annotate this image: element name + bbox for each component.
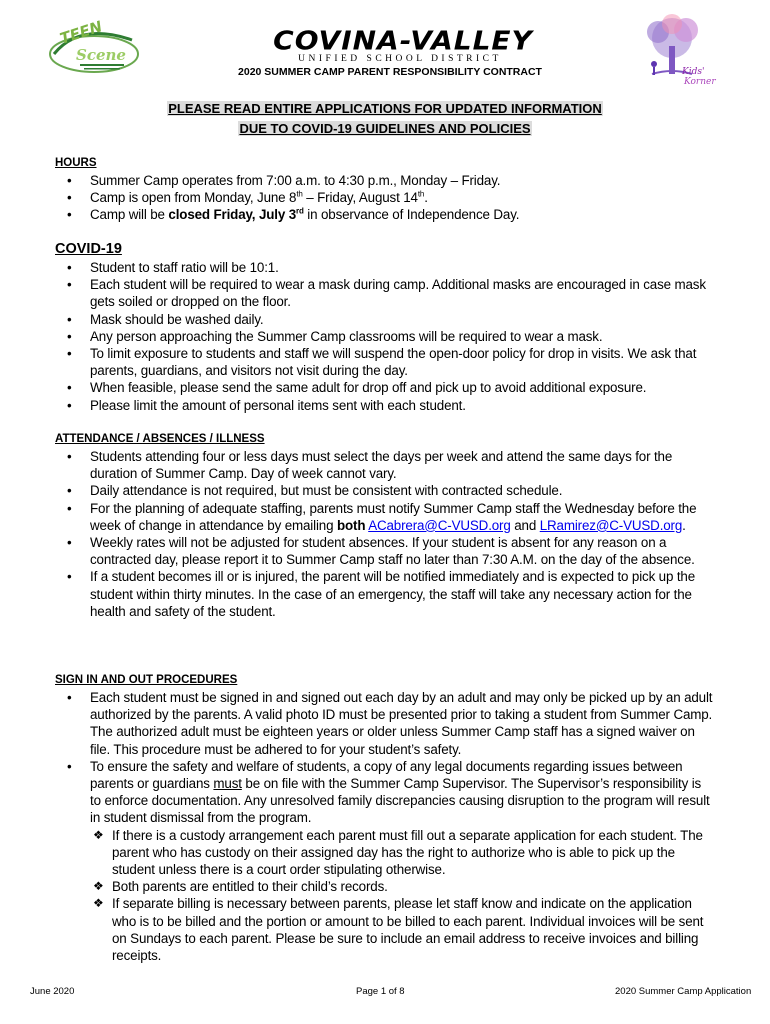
teen-scene-logo [40, 14, 140, 76]
covid-notice-line2: DUE TO COVID-19 GUIDELINES AND POLICIES [239, 121, 531, 136]
list-item: • Camp will be closed Friday, July 3rd in observance of Independence Day. [67, 206, 520, 223]
korner-logo-word: Korner [684, 77, 716, 87]
hours-list [55, 172, 715, 224]
attendance-list [55, 448, 715, 620]
scene-logo-word: Scene [76, 46, 126, 64]
list-item: • Daily attendance is not required, but must be consistent with contracted schedule. [67, 483, 563, 499]
list-item: • Any person approaching the Summer Camp classrooms will be required to wear a mask. [67, 328, 603, 344]
covid-notice-line1: PLEASE READ ENTIRE APPLICATIONS FOR UPDATED INFORMATION [168, 101, 602, 116]
sign-in-heading: SIGN IN AND OUT PROCEDURES [55, 674, 238, 686]
list-item: • Student to staff ratio will be 10:1. [67, 260, 279, 275]
district-subtitle: UNIFIED SCHOOL DISTRICT [298, 54, 502, 64]
list-item: • If a student becomes ill or is injured, the parent will be notified immediately and is expected to pick up the student within thirty minutes. In the case of an emergency, the staff will take any necessary action for the health and safety of the student. [67, 569, 696, 619]
kids-logo-word: Kids' [682, 67, 705, 77]
covid-heading: COVID-19 [55, 241, 122, 257]
footer-page-number: Page 1 of 8 [356, 986, 405, 997]
teen-logo-word: TEEN [57, 17, 105, 48]
list-item: • To limit exposure to students and staff we will suspend the open-door policy for drop in visits. We ask that parents, guardians, and visitors not visit during the day. [67, 346, 697, 379]
sub-list-item: ❖ Both parents are entitled to their child’s records. [93, 879, 388, 895]
diamond-bullet-icon: ❖ [93, 879, 104, 894]
hours-heading: HOURS [55, 157, 97, 169]
list-item: • Please limit the amount of personal items sent with each student. [67, 397, 466, 413]
sub-list-item: ❖ If separate billing is necessary between parents, please let staff know and indicate on the application who is to be billed and the portion or amount to be billed to each parent. Individual invoices will be sent on Sundays to each parent. Please be sure to include an email address to receive invoices and billing receipts. [93, 896, 704, 964]
email-link-lramirez[interactable]: LRamirez@C-VUSD.org [539, 517, 683, 533]
footer-doc-title: 2020 Summer Camp Application [615, 986, 752, 997]
list-item: • Each student must be signed in and signed out each day by an adult and may only be picked up by an adult authorized by the parents. A valid photo ID must be presented prior to taking a student from Summer Camp. The authorized adult must be eighteen years or older unless Summer Camp staff has a signed waiver on file. This procedure must be adhered to for your student’s safety. [67, 690, 713, 757]
list-item: • Each student will be required to wear a mask during camp. Additional masks are encouraged in case mask gets soiled or dropped on the floor. [67, 277, 706, 310]
covid-list [55, 259, 715, 414]
attendance-heading: ATTENDANCE / ABSENCES / ILLNESS [55, 433, 265, 445]
footer-date: June 2020 [30, 986, 75, 997]
contract-title: 2020 SUMMER CAMP PARENT RESPONSIBILITY CONTRACT [238, 66, 542, 78]
email-link-acabrera[interactable]: ACabrera@C-VUSD.org [368, 517, 511, 533]
kids-korner-logo [632, 12, 724, 90]
list-item: • Weekly rates will not be adjusted for student absences. If your student is absent for any reason on a contracted day, please report it to Summer Camp staff no later than 7:30 A.M. on the day of the absence. [67, 535, 695, 568]
sign-in-list [55, 689, 715, 964]
diamond-bullet-icon: ❖ [93, 896, 104, 911]
list-item: • To ensure the safety and welfare of students, a copy of any legal documents regarding issues between parents or guardians must be on file with the Summer Camp Supervisor. The Supervisor’s responsibility is to enforce documentation. Any unresolved family discrepancies causing disruption to the program will result in student dismissal from the program. [67, 758, 710, 826]
list-item: • Mask should be washed daily. [67, 311, 264, 327]
list-item: • Camp is open from Monday, June 8th – Friday, August 14th. [67, 189, 428, 206]
list-item: • When feasible, please send the same adult for drop off and pick up to avoid additional exposure. [67, 380, 647, 396]
list-item: • For the planning of adequate staffing, parents must notify Summer Camp staff the Wednesday before the week of change in attendance by emailing both ACabrera@C-VUSD.org and LRamirez@C-VUSD.org. [67, 500, 697, 533]
list-item: • Summer Camp operates from 7:00 a.m. to 4:30 p.m., Monday – Friday. [67, 173, 501, 188]
diamond-bullet-icon: ❖ [93, 827, 104, 842]
sub-list-item: ❖ If there is a custody arrangement each parent must fill out a separate application for each student. The parent who has custody on their assigned day has the right to authorize who is able to pick up the student unless there is a court order stipulating otherwise. [93, 827, 703, 878]
list-item: • Students attending four or less days must select the days per week and attend the same days for the duration of Summer Camp. Day of week cannot vary. [67, 449, 673, 482]
district-brand: COVINA-VALLEY [273, 25, 533, 56]
